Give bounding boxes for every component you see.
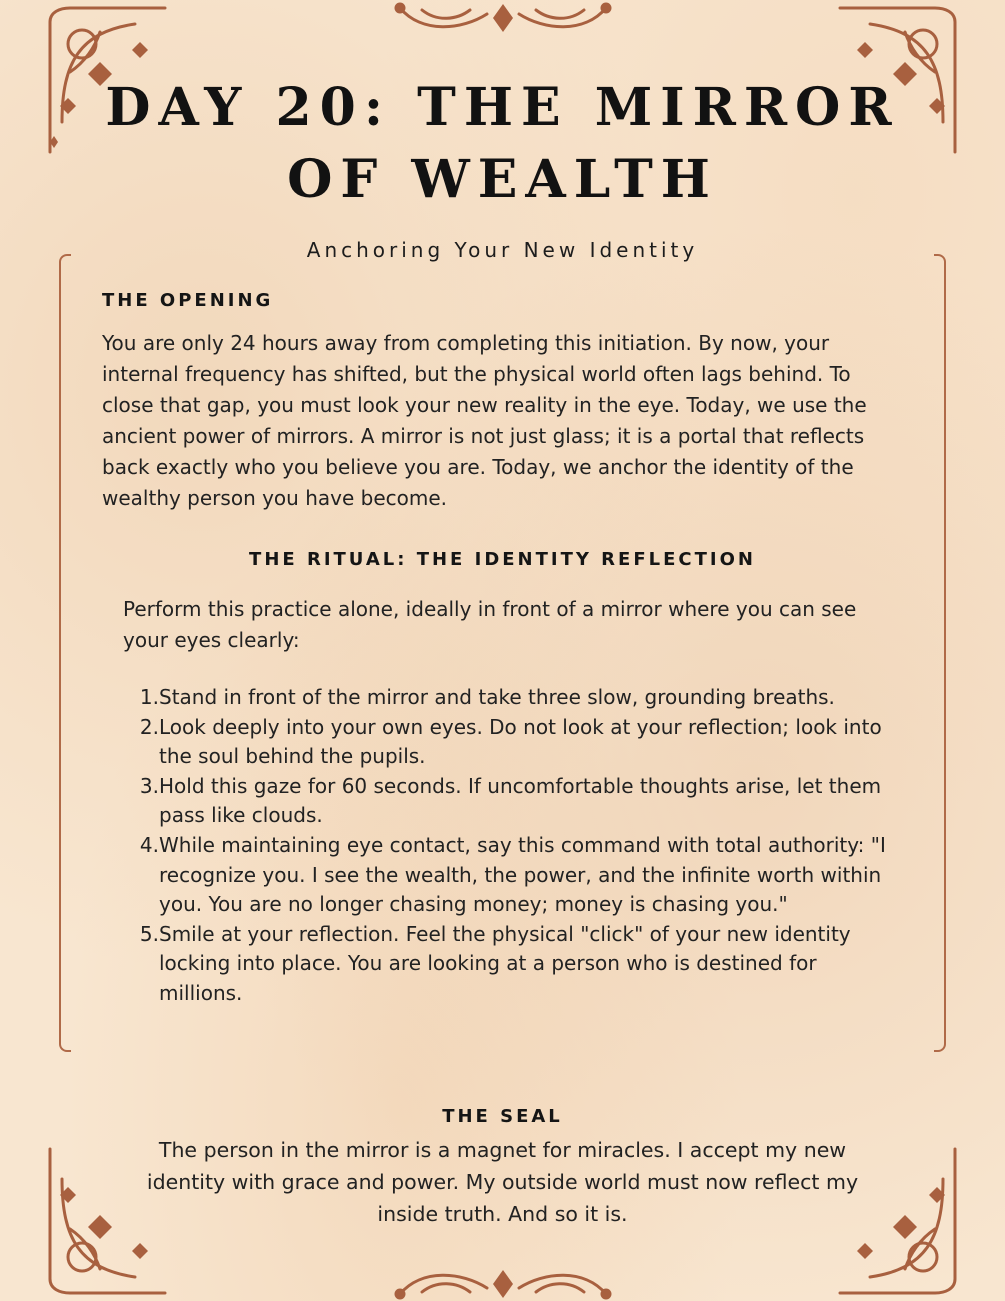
step-number: 3. [139, 773, 159, 798]
list-item [123, 920, 903, 1009]
step-text: While maintaining eye contact, say this command with total authority: "I recognize you. I see the wealth, the power, and the infinite worth within you. You are no longer chasing money; money is chasing you." [159, 832, 886, 917]
step-text: Hold this gaze for 60 seconds. If uncomfortable thoughts arise, let them pass like clouds. [159, 773, 882, 828]
right-bracket-frame [934, 254, 946, 1052]
step-number: 4. [139, 832, 159, 857]
list-item [123, 683, 903, 713]
list-item [123, 831, 903, 920]
top-scroll-ornament-icon [392, 0, 614, 42]
step-text: Stand in front of the mirror and take three slow, grounding breaths. [159, 685, 835, 709]
step-text: Smile at your reflection. Feel the physical "click" of your new identity locking into place. You are looking at a person who is destined for millions. [159, 921, 851, 1005]
ritual-intro: Perform this practice alone, ideally in front of a mirror where you can see your eyes clearly: [123, 597, 857, 652]
opening-heading: THE OPENING [102, 290, 274, 311]
bottom-scroll-ornament-icon [392, 1262, 614, 1301]
opening-paragraph: You are only 24 hours away from completing this initiation. By now, your internal frequency has shifted, but the physical world often lags behind. To close that gap, you must look your new reality in the eye. Today, we use the ancient power of mirrors. A mirror is not just glass; it is a portal that reflects back exactly who you believe you are. Today, we anchor the identity of the wealthy person you have become. [102, 331, 867, 510]
step-text: Look deeply into your own eyes. Do not look at your reflection; look into the soul behind the pupils. [159, 714, 882, 769]
step-number: 2. [139, 714, 159, 739]
seal-heading: THE SEAL [442, 1106, 563, 1127]
page-subtitle: Anchoring Your New Identity [306, 238, 699, 262]
step-number: 5. [139, 921, 159, 946]
left-bracket-frame [59, 254, 71, 1052]
ritual-steps-list [123, 683, 903, 1009]
page-title: DAY 20: THE MIRROR OF WEALTH [105, 77, 900, 210]
step-number: 1. [139, 685, 159, 709]
seal-paragraph: The person in the mirror is a magnet for miracles. I accept my new identity with grace and power. My outside world must now reflect my inside truth. And so it is. [146, 1138, 859, 1226]
list-item [123, 713, 903, 772]
list-item [123, 772, 903, 831]
ritual-heading: THE RITUAL: THE IDENTITY REFLECTION [249, 549, 756, 570]
